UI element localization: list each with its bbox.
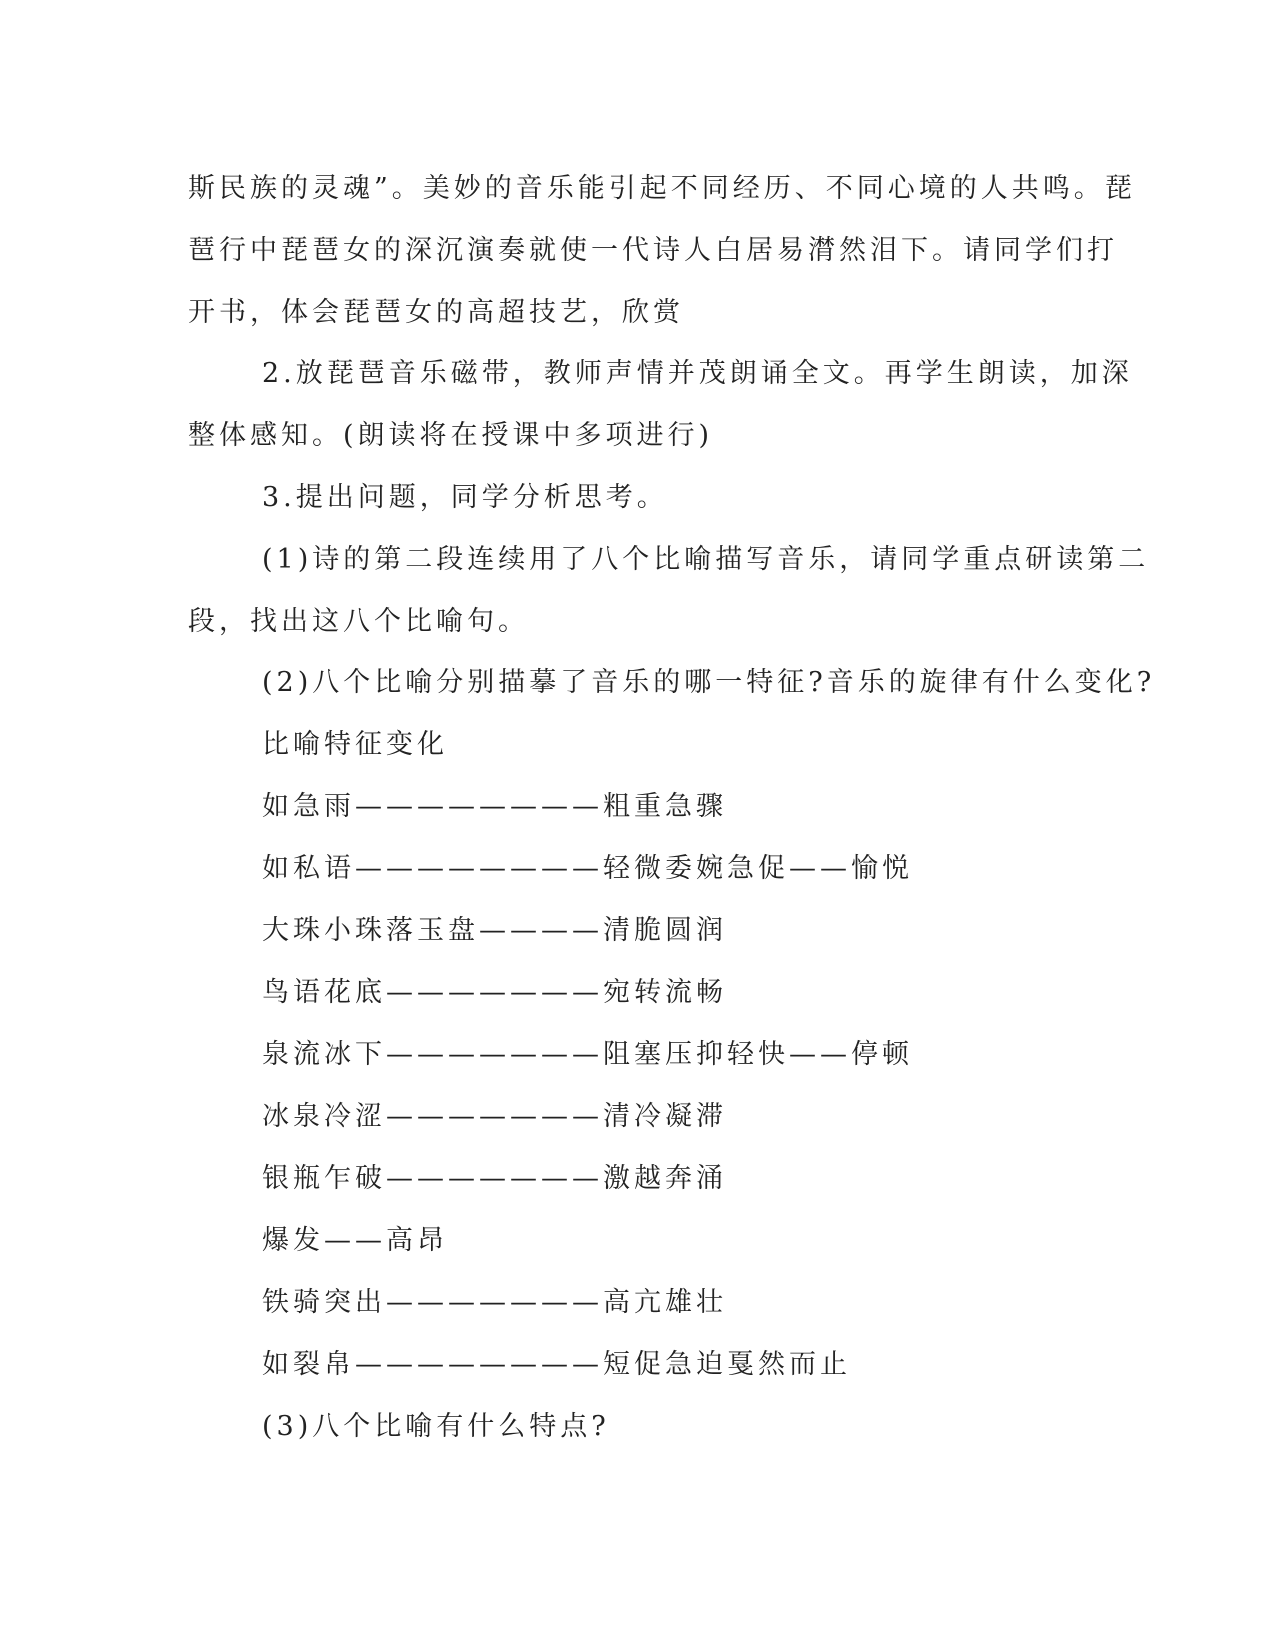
metaphor-feature: 清冷凝滞 [603,1101,727,1132]
metaphor-dash: ——————— [386,1287,603,1318]
metaphor-feature: 高昂 [386,1225,448,1256]
metaphor-dash: ———— [479,915,603,946]
metaphor-feature: 粗重急骤 [603,791,727,822]
metaphor-dash: ———————— [355,1349,603,1380]
metaphor-row [262,1224,448,1258]
metaphor-row [262,1286,727,1320]
step2-line-1: 2.放琵琶音乐磁带，教师声情并茂朗诵全文。再学生朗读，加深 [262,358,1133,389]
metaphor-row [262,1100,727,1134]
metaphor-row [262,1038,913,1072]
metaphor-feature: 高亢雄壮 [603,1287,727,1318]
metaphor-text: 如急雨 [262,791,355,822]
metaphor-feature: 激越奔涌 [603,1163,727,1194]
metaphor-feature: 轻微委婉急促——愉悦 [603,853,913,884]
metaphor-feature: 阻塞压抑轻快——停顿 [603,1039,913,1070]
metaphor-feature: 清脆圆润 [603,915,727,946]
metaphor-text: 如私语 [262,853,355,884]
metaphor-dash: ———————— [355,791,603,822]
metaphor-text: 冰泉冷涩 [262,1101,386,1132]
metaphor-text: 鸟语花底 [262,977,386,1008]
question2-line: (2)八个比喻分别描摹了音乐的哪一特征?音乐的旋律有什么变化? [262,667,1156,698]
metaphor-feature: 宛转流畅 [603,977,727,1008]
intro-line-2: 琶行中琵琶女的深沉演奏就使一代诗人白居易潸然泪下。请同学们打 [188,235,1118,266]
metaphor-feature: 短促急迫戛然而止 [603,1349,851,1380]
metaphor-row [262,976,727,1010]
metaphor-text: 如裂帛 [262,1349,355,1380]
metaphor-text: 爆发 [262,1225,324,1256]
step2-line-2: 整体感知。(朗读将在授课中多项进行) [188,420,714,451]
metaphor-dash: ——————— [386,977,603,1008]
metaphor-dash: ——————— [386,1101,603,1132]
intro-line-3: 开书，体会琵琶女的高超技艺，欣赏 [188,297,684,328]
metaphor-row [262,1348,851,1382]
metaphor-text: 大珠小珠落玉盘 [262,915,479,946]
question1-line-2: 段，找出这八个比喻句。 [188,606,529,637]
question1-line-1: (1)诗的第二段连续用了八个比喻描写音乐，请同学重点研读第二 [262,544,1150,575]
metaphor-row [262,1162,727,1196]
step3-line: 3.提出问题，同学分析思考。 [262,482,668,513]
intro-line-1: 斯民族的灵魂”。美妙的音乐能引起不同经历、不同心境的人共鸣。琵 [188,173,1136,204]
metaphor-table-header: 比喻特征变化 [262,729,448,760]
metaphor-dash: ——————— [386,1039,603,1070]
metaphor-row [262,852,913,886]
metaphor-dash: ——————— [386,1163,603,1194]
metaphor-row [262,790,727,824]
metaphor-text: 泉流冰下 [262,1039,386,1070]
metaphor-dash: ———————— [355,853,603,884]
metaphor-text: 银瓶乍破 [262,1163,386,1194]
metaphor-row [262,914,727,948]
question3-line: (3)八个比喻有什么特点? [262,1411,610,1442]
metaphor-dash: —— [324,1225,386,1256]
metaphor-text: 铁骑突出 [262,1287,386,1318]
